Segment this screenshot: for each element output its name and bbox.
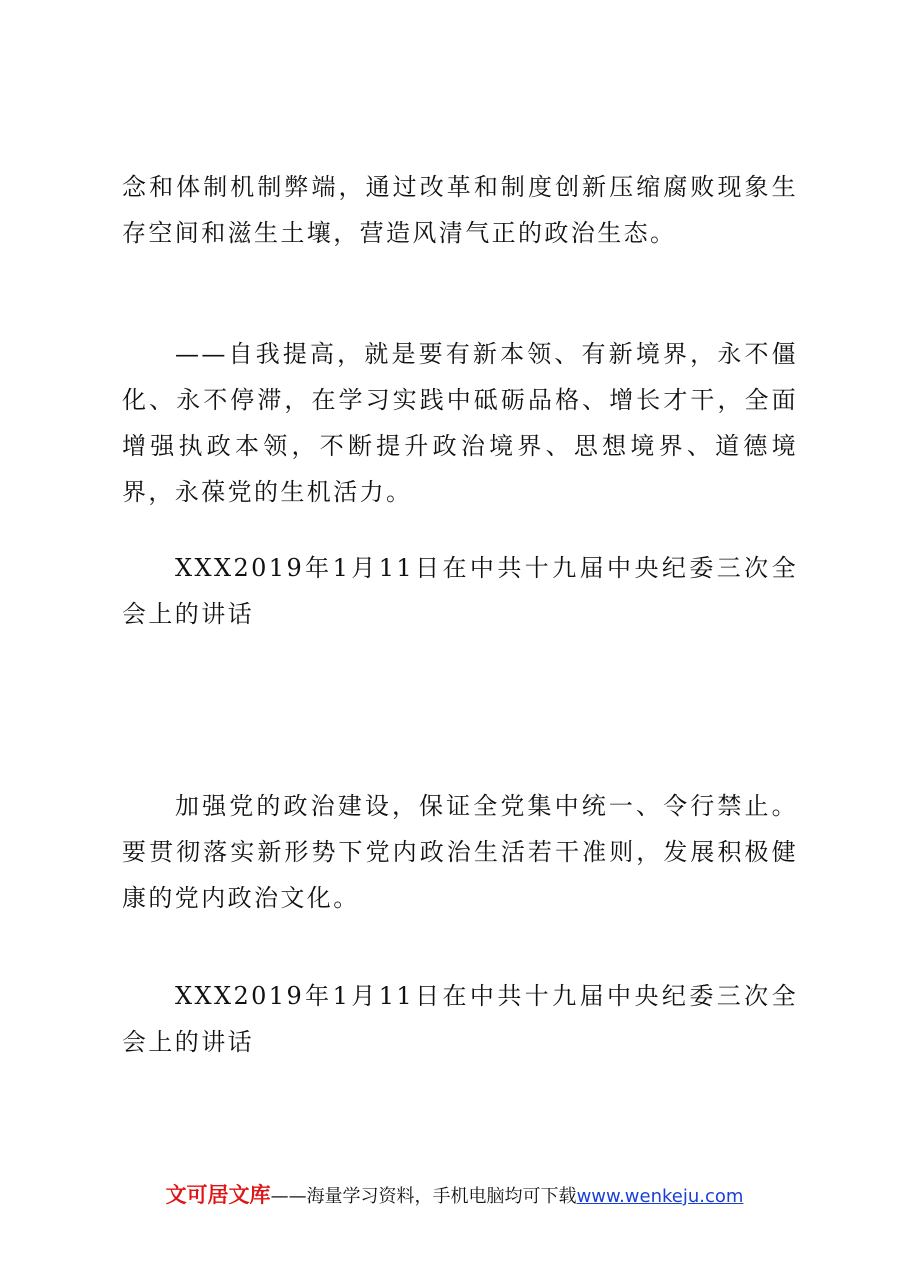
website-link[interactable]: www.wenkeju.com <box>576 1186 744 1207</box>
footer-slogan: ——海量学习资料，手机电脑均可下载 <box>270 1186 577 1207</box>
brand-name: 文可居文库 <box>165 1183 271 1207</box>
paragraph-political-construction: 加强党的政治建设，保证全党集中统一、令行禁止。要贯彻落实新形势下党内政治生活若干准则，发展积极健康的党内政治文化。 <box>122 792 798 912</box>
paragraph-continuation: 念和体制机制弊端，通过改革和制度创新压缩腐败现象生存空间和滋生土壤，营造风清气正的政治生态。 <box>122 173 798 247</box>
speech-citation: XXX2019年1月11日在中共十九届中央纪委三次全会上的讲话 <box>122 554 798 628</box>
speech-citation: XXX2019年1月11日在中共十九届中央纪委三次全会上的讲话 <box>122 982 798 1056</box>
paragraph-self-improvement: ——自我提高，就是要有新本领、有新境界，永不僵化、永不停滞，在学习实践中砥砺品格、增长才干，全面增强执政本领，不断提升政治境界、思想境界、道德境界，永葆党的生机活力。 <box>122 340 798 506</box>
footer-banner <box>0 1180 909 1212</box>
